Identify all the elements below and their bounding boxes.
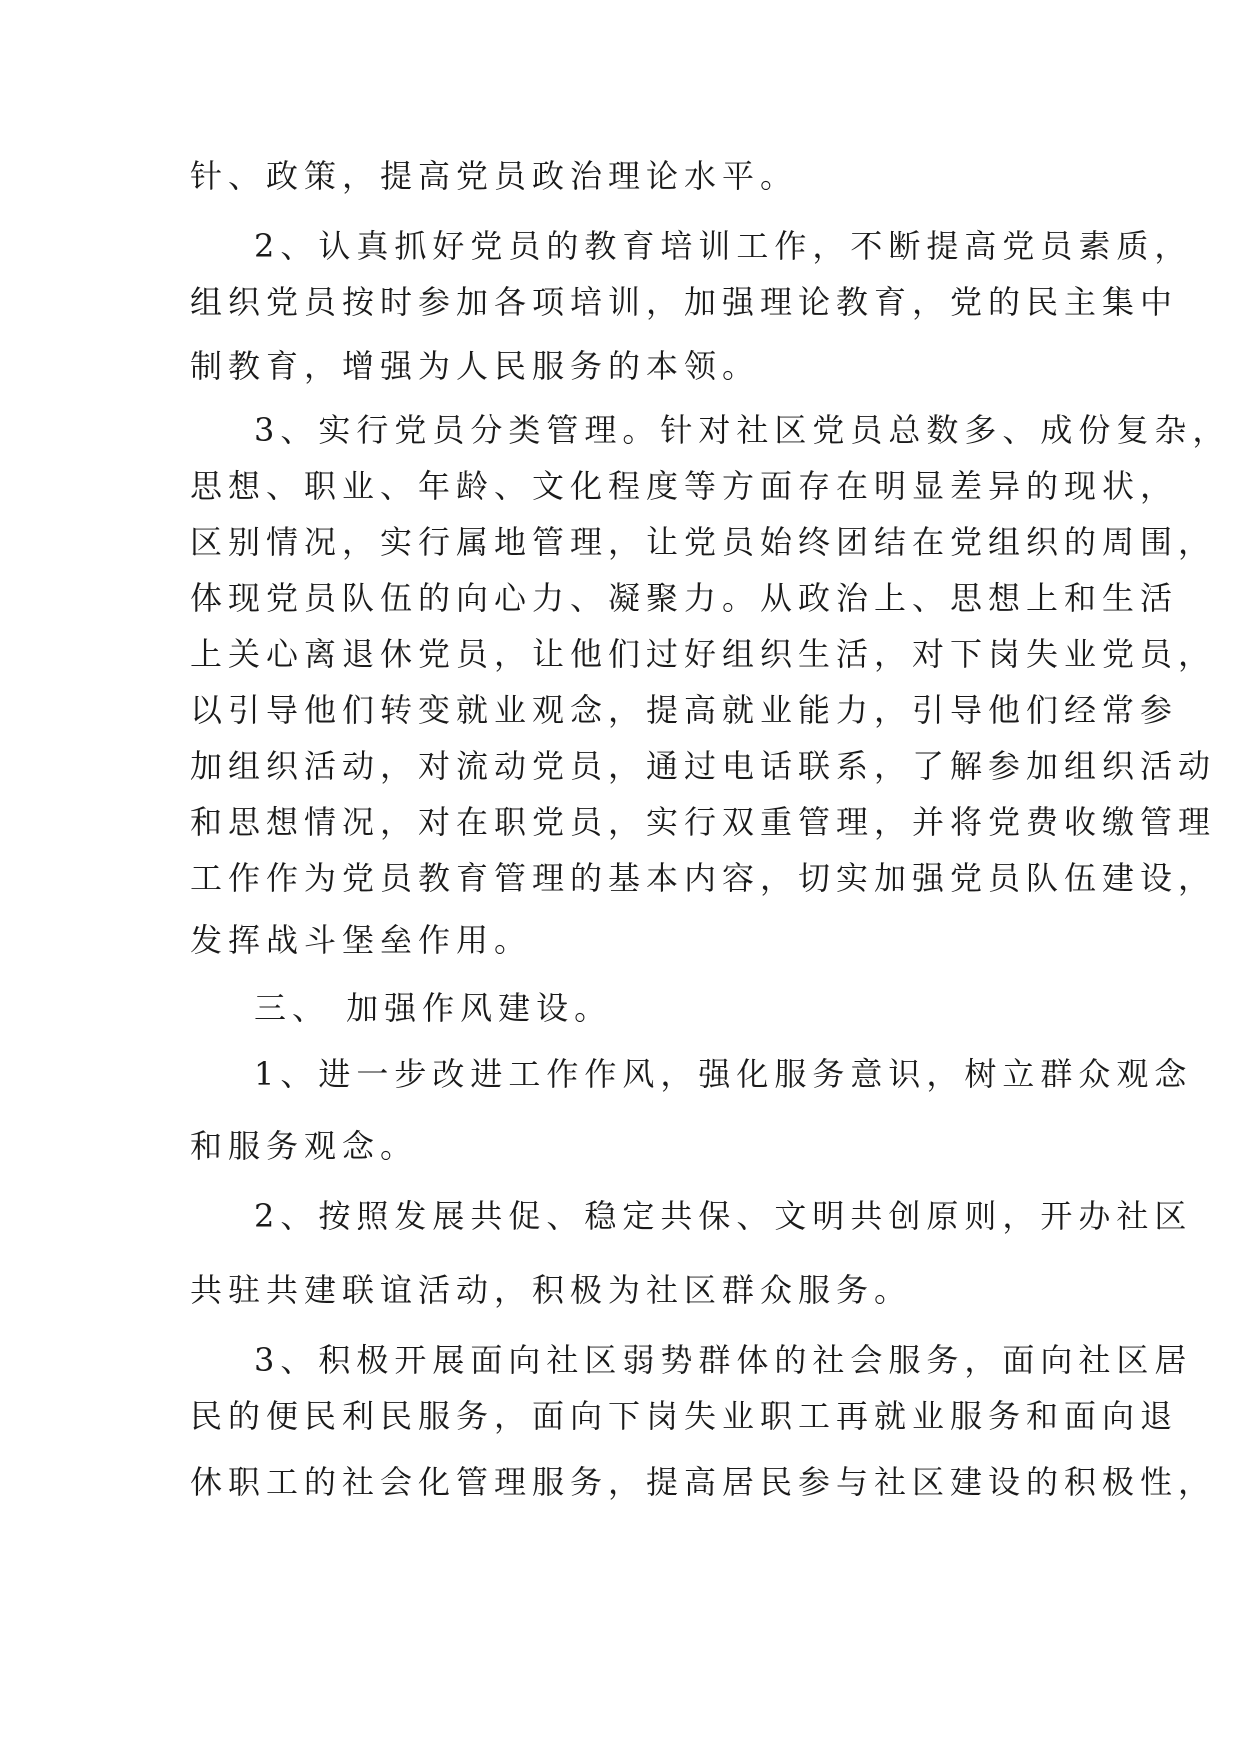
text-line: 3、积极开展面向社区弱势群体的社会服务，面向社区居 [254, 1341, 1193, 1379]
text-line: 区别情况，实行属地管理，让党员始终团结在党组织的周围， [190, 523, 1217, 561]
text-line: 3、实行党员分类管理。针对社区党员总数多、成份复杂， [254, 411, 1231, 449]
text-line: 2、按照发展共促、稳定共保、文明共创原则，开办社区 [254, 1197, 1193, 1235]
text-line: 1、进一步改进工作作风，强化服务意识，树立群众观念 [254, 1055, 1193, 1093]
text-line: 以引导他们转变就业观念，提高就业能力，引导他们经常参 [190, 691, 1179, 729]
text-line: 思想、职业、年龄、文化程度等方面存在明显差异的现状， [190, 467, 1179, 505]
text-line: 共驻共建联谊活动，积极为社区群众服务。 [190, 1271, 913, 1309]
text-line: 上关心离退休党员，让他们过好组织生活，对下岗失业党员， [190, 635, 1217, 673]
text-line: 休职工的社会化管理服务，提高居民参与社区建设的积极性， [190, 1463, 1217, 1501]
text-line: 发挥战斗堡垒作用。 [190, 921, 533, 959]
text-line: 组织党员按时参加各项培训，加强理论教育，党的民主集中 [190, 283, 1179, 321]
text-line: 和思想情况，对在职党员，实行双重管理，并将党费收缴管理 [190, 803, 1217, 841]
text-line: 制教育，增强为人民服务的本领。 [190, 347, 761, 385]
text-line: 工作作为党员教育管理的基本内容，切实加强党员队伍建设， [190, 859, 1217, 897]
text-line: 民的便民利民服务，面向下岗失业职工再就业服务和面向退 [190, 1397, 1179, 1435]
text-line: 2、认真抓好党员的教育培训工作，不断提高党员素质， [254, 227, 1193, 265]
text-line: 和服务观念。 [190, 1127, 419, 1165]
text-line: 针、政策，提高党员政治理论水平。 [190, 157, 799, 195]
section-heading: 三、 加强作风建设。 [254, 989, 613, 1027]
text-line: 体现党员队伍的向心力、凝聚力。从政治上、思想上和生活 [190, 579, 1179, 617]
text-line: 加组织活动，对流动党员，通过电话联系，了解参加组织活动 [190, 747, 1217, 785]
